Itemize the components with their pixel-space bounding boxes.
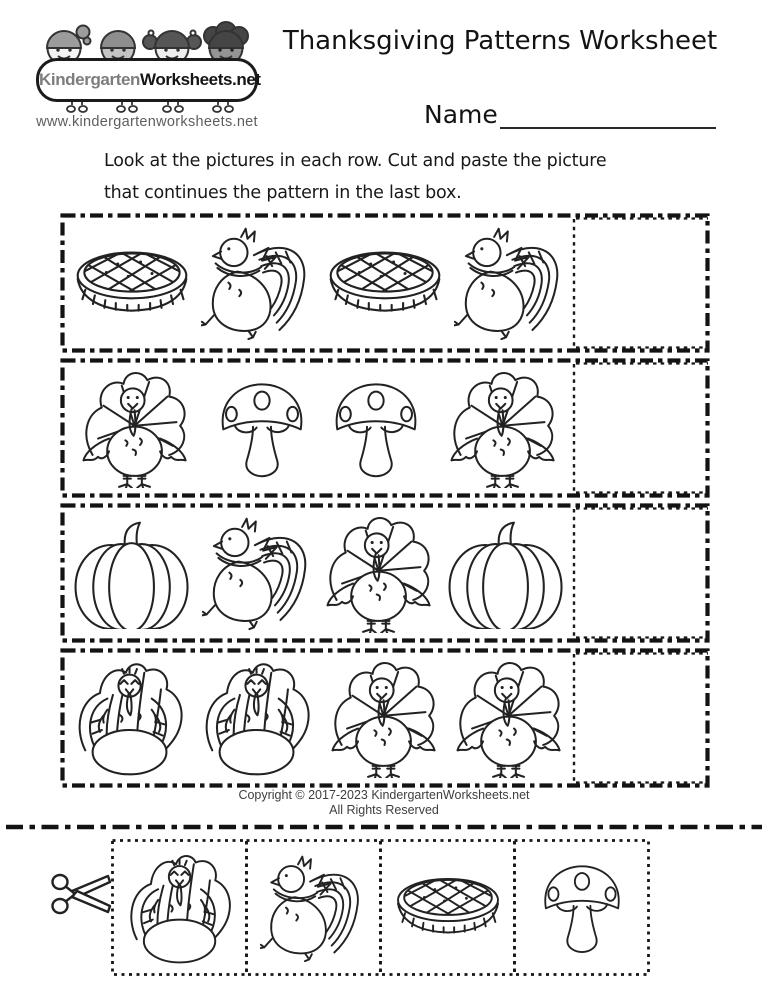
pumpkin-image bbox=[443, 517, 569, 629]
running-turkey-image bbox=[454, 226, 568, 340]
answer-box-border bbox=[572, 213, 710, 353]
page-title: Thanksgiving Patterns Worksheet bbox=[282, 26, 718, 56]
cutout-strip bbox=[111, 839, 650, 976]
pie-image bbox=[70, 243, 194, 324]
cutout-box bbox=[245, 839, 382, 976]
pattern-row-1 bbox=[60, 213, 710, 353]
answer-box bbox=[572, 358, 710, 498]
answer-box-border bbox=[572, 358, 710, 498]
brand-name-part2: Worksheets.net bbox=[140, 70, 261, 89]
cutout-box bbox=[111, 839, 248, 976]
pattern-row-2 bbox=[60, 358, 710, 498]
cut-line bbox=[4, 822, 764, 832]
answer-box bbox=[572, 503, 710, 643]
cutout-box-border bbox=[111, 839, 248, 976]
website-url: www.kindergartenworksheets.net bbox=[36, 114, 258, 130]
sitting-turkey-image bbox=[72, 658, 188, 778]
children-feet-illustration bbox=[60, 101, 240, 115]
standing-turkey-image bbox=[78, 369, 192, 488]
standing-turkey-image bbox=[446, 369, 560, 488]
name-blank-line bbox=[500, 102, 716, 129]
standing-turkey-image bbox=[327, 659, 441, 778]
sitting-turkey-image bbox=[199, 658, 315, 778]
cutout-box-border bbox=[379, 839, 516, 976]
instructions-line-2: that continues the pattern in the last box. bbox=[104, 183, 462, 203]
answer-box bbox=[572, 213, 710, 353]
mushroom-image bbox=[331, 378, 421, 479]
pattern-row-items bbox=[66, 219, 572, 347]
cutout-box bbox=[513, 839, 650, 976]
running-turkey-image bbox=[202, 516, 316, 630]
brand-name-part1: Kindergarten bbox=[39, 70, 140, 89]
cutout-box-border bbox=[513, 839, 650, 976]
pattern-row-items bbox=[66, 654, 572, 782]
answer-box-border bbox=[572, 503, 710, 643]
answer-box-border bbox=[572, 648, 710, 788]
instructions bbox=[104, 145, 694, 209]
running-turkey-image bbox=[201, 226, 315, 340]
instructions-line-1: Look at the pictures in each row. Cut and paste the picture bbox=[104, 151, 607, 171]
logo-sign bbox=[36, 58, 261, 102]
cutout-box-border bbox=[245, 839, 382, 976]
standing-turkey-image bbox=[452, 659, 566, 778]
cutout-box bbox=[379, 839, 516, 976]
pattern-row-4 bbox=[60, 648, 710, 788]
pumpkin-image bbox=[69, 517, 195, 629]
scissors-icon bbox=[50, 869, 112, 919]
name-label: Name bbox=[424, 100, 498, 129]
answer-box bbox=[572, 648, 710, 788]
name-field bbox=[424, 100, 716, 129]
copyright bbox=[0, 788, 768, 818]
pattern-row-3 bbox=[60, 503, 710, 643]
pattern-row-items bbox=[66, 364, 572, 492]
rights-line: All Rights Reserved bbox=[329, 803, 439, 817]
copyright-line: Copyright © 2017-2023 KindergartenWorksheets.net bbox=[238, 788, 530, 802]
pattern-row-items bbox=[66, 509, 572, 637]
pie-image bbox=[323, 243, 447, 324]
standing-turkey-image bbox=[322, 514, 436, 633]
mushroom-image bbox=[217, 378, 307, 479]
